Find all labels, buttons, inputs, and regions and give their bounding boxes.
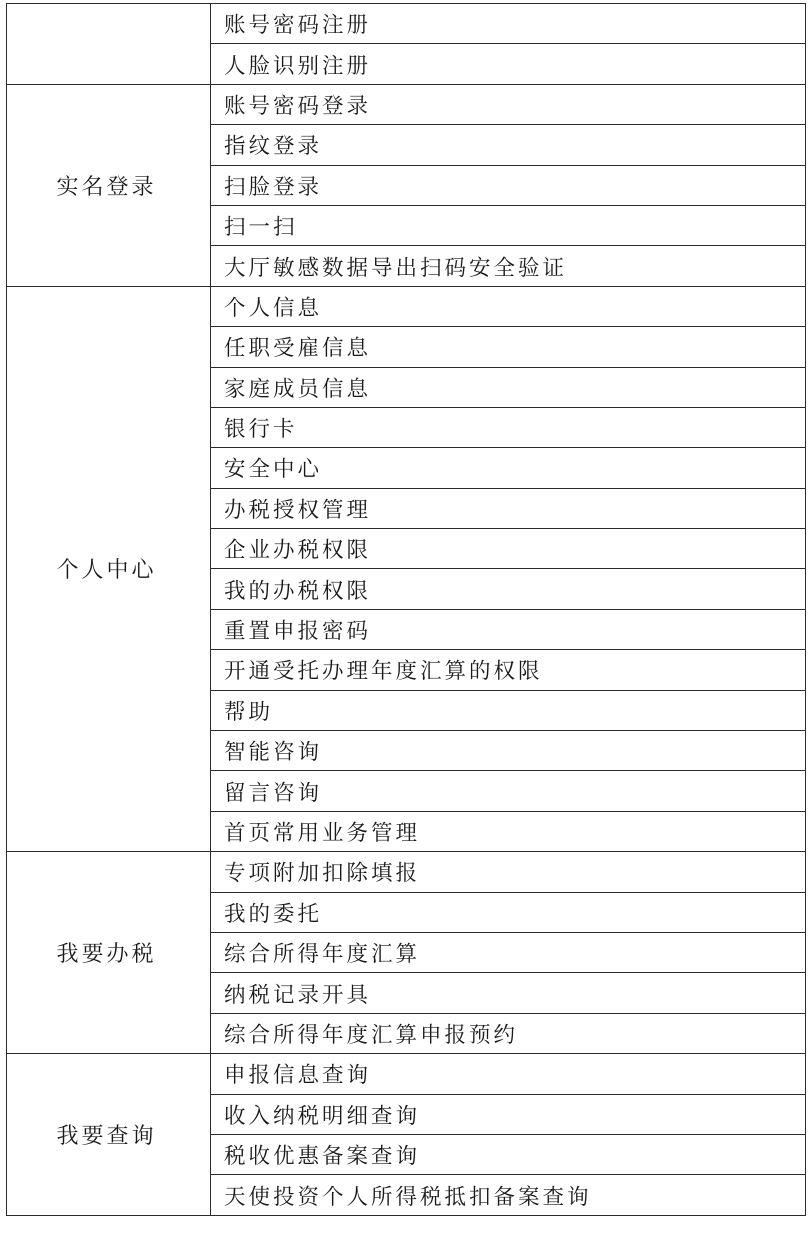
function-item-cell: 企业办税权限 — [211, 529, 806, 569]
function-item-cell: 任职受雇信息 — [211, 327, 806, 367]
function-item-cell: 智能咨询 — [211, 731, 806, 771]
function-item-cell: 指纹登录 — [211, 125, 806, 165]
function-item-cell: 银行卡 — [211, 407, 806, 447]
function-table-body — [7, 4, 806, 1216]
function-item-cell: 扫一扫 — [211, 205, 806, 245]
function-item-cell: 纳税记录开具 — [211, 973, 806, 1013]
function-item-cell: 家庭成员信息 — [211, 367, 806, 407]
function-item-cell: 我的委托 — [211, 892, 806, 932]
category-cell: 我要查询 — [7, 1054, 211, 1216]
function-item-cell: 账号密码注册 — [211, 4, 806, 44]
table-row — [7, 84, 806, 124]
function-item-cell: 安全中心 — [211, 448, 806, 488]
table-row — [7, 4, 806, 44]
function-item-cell: 人脸识别注册 — [211, 44, 806, 84]
function-item-cell: 首页常用业务管理 — [211, 811, 806, 851]
function-item-cell: 帮助 — [211, 690, 806, 730]
function-item-cell: 我的办税权限 — [211, 569, 806, 609]
table-row — [7, 852, 806, 892]
category-cell — [7, 4, 211, 85]
function-item-cell: 天使投资个人所得税抵扣备案查询 — [211, 1175, 806, 1215]
function-item-cell: 重置申报密码 — [211, 609, 806, 649]
function-item-cell: 大厅敏感数据导出扫码安全验证 — [211, 246, 806, 286]
function-item-cell: 开通受托办理年度汇算的权限 — [211, 650, 806, 690]
function-item-cell: 申报信息查询 — [211, 1054, 806, 1094]
function-item-cell: 专项附加扣除填报 — [211, 852, 806, 892]
function-item-cell: 扫脸登录 — [211, 165, 806, 205]
function-item-cell: 收入纳税明细查询 — [211, 1094, 806, 1134]
category-cell: 实名登录 — [7, 84, 211, 286]
category-cell: 个人中心 — [7, 286, 211, 851]
function-item-cell: 个人信息 — [211, 286, 806, 326]
table-row — [7, 286, 806, 326]
function-item-cell: 综合所得年度汇算申报预约 — [211, 1013, 806, 1053]
category-cell: 我要办税 — [7, 852, 211, 1054]
function-item-cell: 办税授权管理 — [211, 488, 806, 528]
function-table — [6, 3, 806, 1216]
function-item-cell: 留言咨询 — [211, 771, 806, 811]
table-row — [7, 1054, 806, 1094]
function-item-cell: 账号密码登录 — [211, 84, 806, 124]
function-item-cell: 税收优惠备案查询 — [211, 1134, 806, 1174]
function-item-cell: 综合所得年度汇算 — [211, 932, 806, 972]
